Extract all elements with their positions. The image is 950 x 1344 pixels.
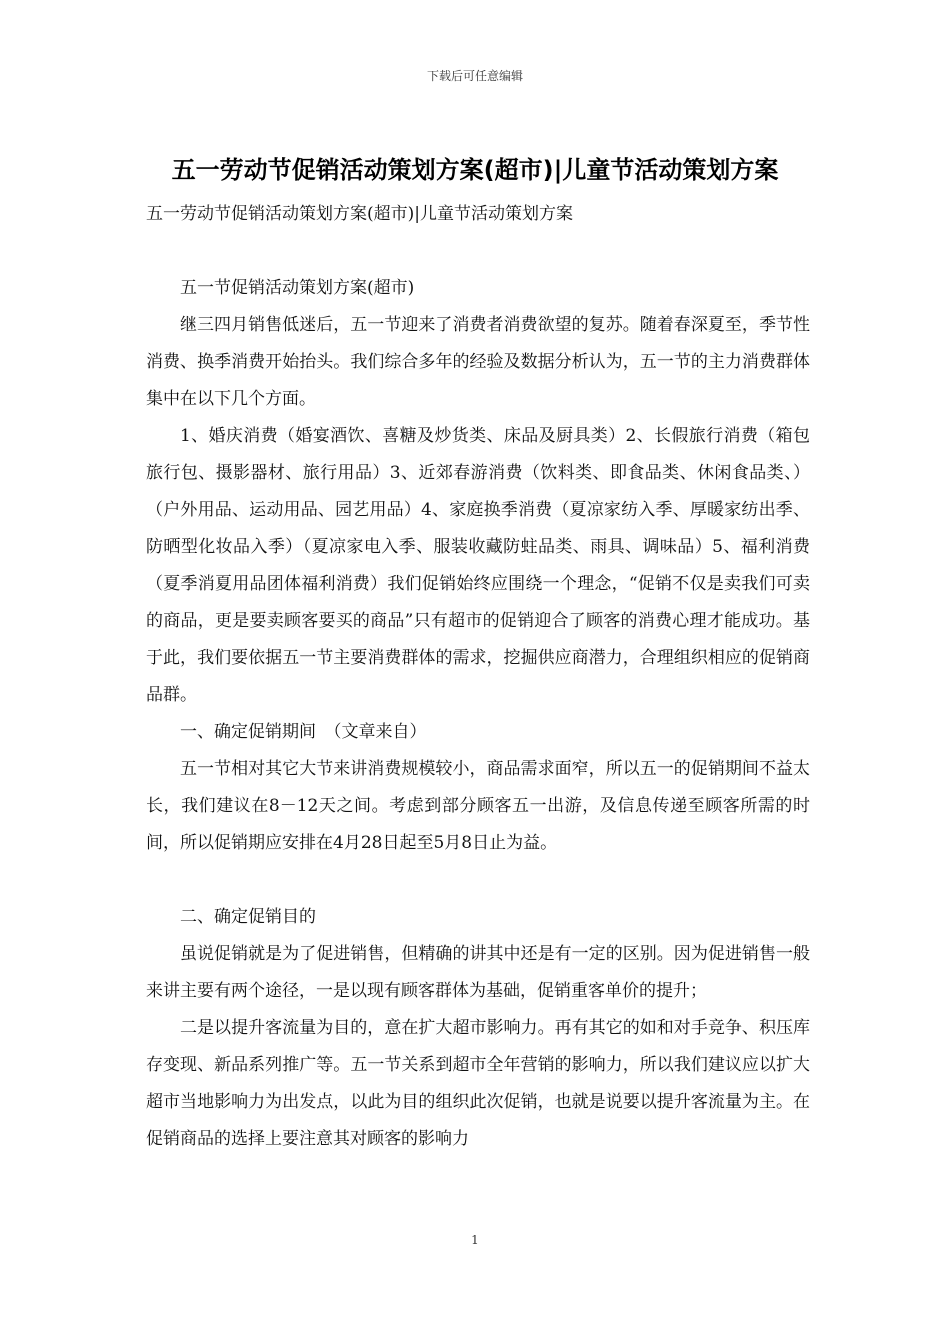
blank-line <box>146 233 810 270</box>
document-subtitle: 五一劳动节促销活动策划方案(超市)|儿童节活动策划方案 <box>146 204 573 224</box>
heading-period: 一、确定促销期间 （文章来自） <box>180 722 427 742</box>
heading-goal: 二、确定促销目的 <box>180 907 316 927</box>
paragraph-goal-1: 虽说促销就是为了促进销售，但精确的讲其中还是有一定的区别。因为促进销售一般来讲主要有两个途径，一是以现有顾客群体为基础，促销重客单价的提升； <box>146 944 810 1001</box>
page-number: 1 <box>471 1233 479 1247</box>
paragraph-goal-2: 二是以提升客流量为目的，意在扩大超市影响力。再有其它的如和对手竞争、积压库存变现、新品系列推广等。五一节关系到超市全年营销的影响力，所以我们建议应以扩大超市当地影响力为出发点，以此为目的组织此次促销，也就是说要以提升客流量为主。在促销商品的选择上要注意其对顾客的影响力 <box>146 1018 810 1149</box>
paragraph-period: 五一节相对其它大节来讲消费规模较小，商品需求面窄，所以五一的促销期间不益太长，我们建议在8－12天之间。考虑到部分顾客五一出游，及信息传递至顾客所需的时间，所以促销期应安排在4月28日起至5月8日止为益。 <box>146 759 810 853</box>
blank-line <box>146 862 810 899</box>
section-title: 五一节促销活动策划方案(超市) <box>180 278 415 298</box>
document-body <box>146 196 810 1158</box>
document-title: 五一劳动节促销活动策划方案(超市)|儿童节活动策划方案 <box>171 156 779 184</box>
header-note: 下载后可任意编辑 <box>426 69 523 83</box>
paragraph-consumption: 1、婚庆消费（婚宴酒饮、喜糖及炒货类、床品及厨具类）2、长假旅行消费（箱包旅行包、摄影器材、旅行用品）3、近郊春游消费（饮料类、即食品类、休闲食品类、）（户外用品、运动用品、园艺用品）4、家庭换季消费（夏凉家纺入季、厚暖家纺出季、防晒型化妆品入季）（夏凉家电入季、服装收藏防蛀品类、雨具、调味品）5、福利消费（夏季消夏用品团体福利消费）我们促销始终应围绕一个理念，“促销不仅是卖我们可卖的商品，更是要卖顾客要买的商品”只有超市的促销迎合了顾客的消费心理才能成功。基于此，我们要依据五一节主要消费群体的需求，挖掘供应商潜力，合理组织相应的促销商品群。 <box>146 426 810 705</box>
paragraph-intro: 继三四月销售低迷后，五一节迎来了消费者消费欲望的复苏。随着春深夏至，季节性消费、换季消费开始抬头。我们综合多年的经验及数据分析认为，五一节的主力消费群体集中在以下几个方面。 <box>146 315 810 409</box>
